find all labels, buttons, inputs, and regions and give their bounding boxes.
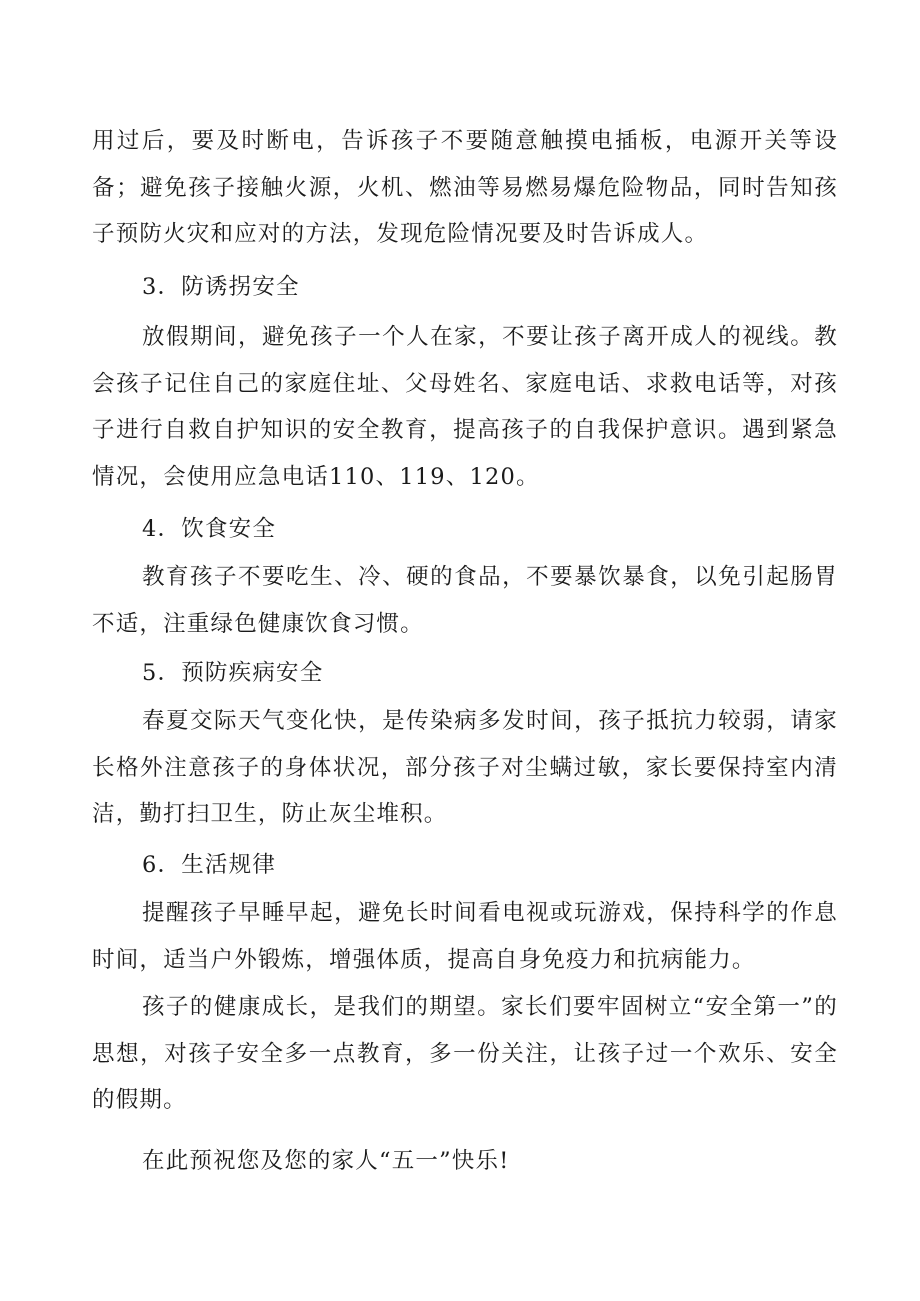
paragraph-anti-abduction: 放假期间，避免孩子一个人在家，不要让孩子离开成人的视线。教会孩子记住自己的家庭住址、父母姓名、家庭电话、求救电话等，对孩子进行自救自护知识的安全教育，提高孩子的自我保护意识。遇到紧急情况，会使用应急电话110、119、120。 bbox=[92, 324, 838, 490]
paragraph-regular-life: 提醒孩子早睡早起，避免长时间看电视或玩游戏，保持科学的作息时间，适当户外锻炼，增强体质，提高自身免疫力和抗病能力。 bbox=[92, 900, 838, 973]
heading-regular-life: 6．生活规律 bbox=[142, 852, 277, 878]
paragraph-electric-fire-safety: 用过后，要及时断电，告诉孩子不要随意触摸电插板，电源开关等设备；避免孩子接触火源，火机、燃油等易燃易爆危险物品，同时告知孩子预防火灾和应对的方法，发现危险情况要及时告诉成人。 bbox=[92, 128, 838, 247]
paragraph-disease-prevention: 春夏交际天气变化快，是传染病多发时间，孩子抵抗力较弱，请家长格外注意孩子的身体状况，部分孩子对尘螨过敏，家长要保持室内清洁，勤打扫卫生，防止灰尘堆积。 bbox=[92, 708, 838, 827]
paragraph-greeting: 在此预祝您及您的家人“五一”快乐! bbox=[142, 1148, 510, 1174]
heading-food-safety: 4．饮食安全 bbox=[142, 516, 277, 542]
heading-anti-abduction: 3．防诱拐安全 bbox=[142, 274, 300, 300]
paragraph-closing: 孩子的健康成长，是我们的期望。家长们要牢固树立“安全第一”的思想，对孩子安全多一点教育，多一份关注，让孩子过一个欢乐、安全的假期。 bbox=[92, 994, 838, 1113]
heading-disease-prevention: 5．预防疾病安全 bbox=[142, 660, 324, 686]
paragraph-food-safety: 教育孩子不要吃生、冷、硬的食品，不要暴饮暴食，以免引起肠胃不适，注重绿色健康饮食习惯。 bbox=[92, 564, 838, 637]
